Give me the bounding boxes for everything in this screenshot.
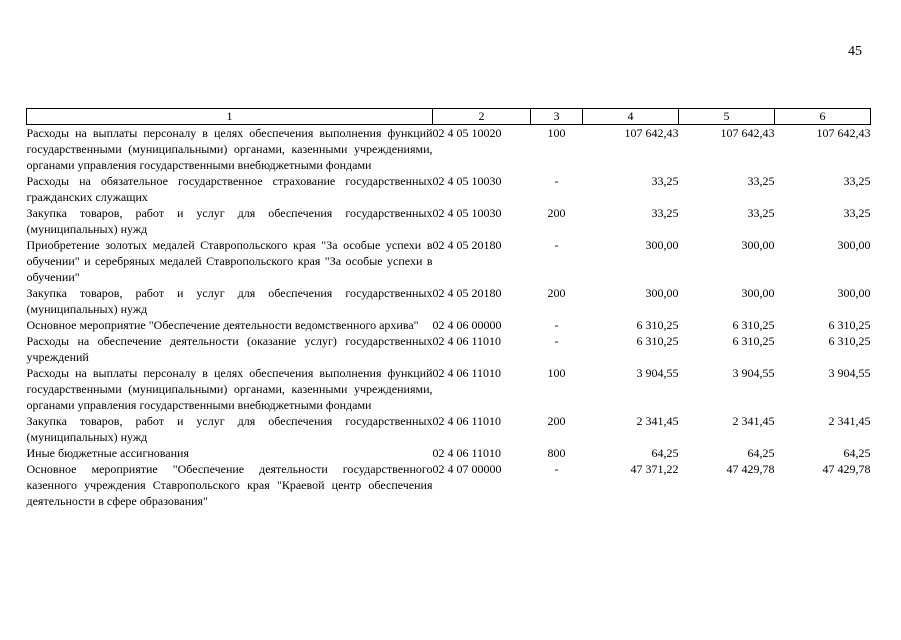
row-value-2: 33,25	[747, 206, 775, 220]
row-value-2: 300,00	[741, 238, 775, 252]
row-expense-type: -	[554, 462, 559, 476]
row-expense-type: 800	[547, 446, 566, 460]
header-col-3: 3	[531, 109, 583, 125]
row-value-2: 107 642,43	[720, 126, 775, 140]
table-row	[27, 333, 871, 365]
row-value-2: 3 904,55	[732, 366, 775, 380]
row-value-2: 33,25	[747, 174, 775, 188]
row-description: Иные бюджетные ассигнования	[26, 446, 189, 460]
row-description: Приобретение золотых медалей Ставропольского края "За особые успехи в обучении" и серебряных медалей Ставропольского края "За особые успехи в обучении"	[26, 238, 433, 284]
header-col-4: 4	[583, 109, 679, 125]
row-description: Расходы на обеспечение деятельности (оказание услуг) государственных учреждений	[26, 334, 433, 364]
row-value-2: 6 310,25	[732, 318, 775, 332]
page-number: 45	[848, 44, 862, 59]
row-description: Закупка товаров, работ и услуг для обеспечения государственных (муниципальных) нужд	[26, 206, 433, 236]
row-value-2: 300,00	[741, 286, 775, 300]
row-value-1: 33,25	[651, 206, 679, 220]
row-expense-type: -	[554, 238, 559, 252]
row-value-1: 2 341,45	[636, 414, 679, 428]
row-code: 02 4 06 11010	[432, 334, 502, 348]
row-value-2: 6 310,25	[732, 334, 775, 348]
row-value-1: 47 371,22	[630, 462, 679, 476]
row-value-2: 2 341,45	[732, 414, 775, 428]
row-expense-type: -	[554, 318, 559, 332]
row-value-3: 300,00	[837, 238, 871, 252]
row-value-1: 6 310,25	[636, 334, 679, 348]
row-description: Закупка товаров, работ и услуг для обеспечения государственных (муниципальных) нужд	[26, 286, 433, 316]
row-expense-type: -	[554, 174, 559, 188]
table-header-row	[27, 109, 871, 125]
row-value-1: 64,25	[651, 446, 679, 460]
header-col-6: 6	[775, 109, 871, 125]
row-code: 02 4 05 20180	[432, 238, 502, 252]
row-expense-type: 200	[547, 286, 566, 300]
row-code: 02 4 07 00000	[432, 462, 502, 476]
row-code: 02 4 05 20180	[432, 286, 502, 300]
row-description: Расходы на выплаты персоналу в целях обеспечения выполнения функций государственными (муниципальными) органами, казенными учреждениями, органами управления государственными внебюджетными фондами	[26, 126, 433, 172]
row-value-3: 6 310,25	[828, 318, 871, 332]
row-value-3: 33,25	[843, 206, 871, 220]
table-row	[27, 365, 871, 413]
table-row	[27, 205, 871, 237]
row-value-3: 300,00	[837, 286, 871, 300]
row-value-2: 47 429,78	[726, 462, 775, 476]
budget-table	[26, 108, 871, 509]
row-code: 02 4 05 10020	[432, 126, 502, 140]
row-description: Расходы на обязательное государственное страхование государственных гражданских служащих	[26, 174, 433, 204]
row-description: Основное мероприятие "Обеспечение деятельности ведомственного архива"	[26, 318, 419, 332]
row-value-3: 33,25	[843, 174, 871, 188]
row-expense-type: 100	[547, 126, 566, 140]
row-description: Расходы на выплаты персоналу в целях обеспечения выполнения функций государственными (муниципальными) органами, казенными учреждениями, органами управления государственными внебюджетными фондами	[26, 366, 433, 412]
row-expense-type: 200	[547, 414, 566, 428]
table-row	[27, 125, 871, 174]
row-value-1: 3 904,55	[636, 366, 679, 380]
row-expense-type: 100	[547, 366, 566, 380]
row-code: 02 4 05 10030	[432, 206, 502, 220]
header-col-2: 2	[433, 109, 531, 125]
table-row	[27, 173, 871, 205]
header-col-1: 1	[27, 109, 433, 125]
row-value-3: 6 310,25	[828, 334, 871, 348]
row-expense-type: 200	[547, 206, 566, 220]
row-value-1: 33,25	[651, 174, 679, 188]
row-code: 02 4 06 11010	[432, 366, 502, 380]
row-value-3: 107 642,43	[816, 126, 871, 140]
table-row	[27, 461, 871, 509]
row-value-3: 47 429,78	[822, 462, 871, 476]
row-value-3: 2 341,45	[828, 414, 871, 428]
row-expense-type: -	[554, 334, 559, 348]
row-value-2: 64,25	[747, 446, 775, 460]
row-code: 02 4 06 11010	[432, 414, 502, 428]
row-value-1: 6 310,25	[636, 318, 679, 332]
row-value-3: 3 904,55	[828, 366, 871, 380]
row-code: 02 4 06 11010	[432, 446, 502, 460]
row-value-1: 300,00	[645, 286, 679, 300]
row-description: Закупка товаров, работ и услуг для обеспечения государственных (муниципальных) нужд	[26, 414, 433, 444]
row-value-1: 107 642,43	[624, 126, 679, 140]
table-row	[27, 445, 871, 461]
row-value-3: 64,25	[843, 446, 871, 460]
table-row	[27, 285, 871, 317]
row-code: 02 4 05 10030	[432, 174, 502, 188]
table-row	[27, 237, 871, 285]
table-row	[27, 317, 871, 333]
header-col-5: 5	[679, 109, 775, 125]
row-code: 02 4 06 00000	[432, 318, 502, 332]
row-description: Основное мероприятие "Обеспечение деятельности государственного казенного учреждения Ставропольского края "Краевой центр обеспечения деятельности в сфере образования"	[26, 462, 433, 508]
table-row	[27, 413, 871, 445]
row-value-1: 300,00	[645, 238, 679, 252]
